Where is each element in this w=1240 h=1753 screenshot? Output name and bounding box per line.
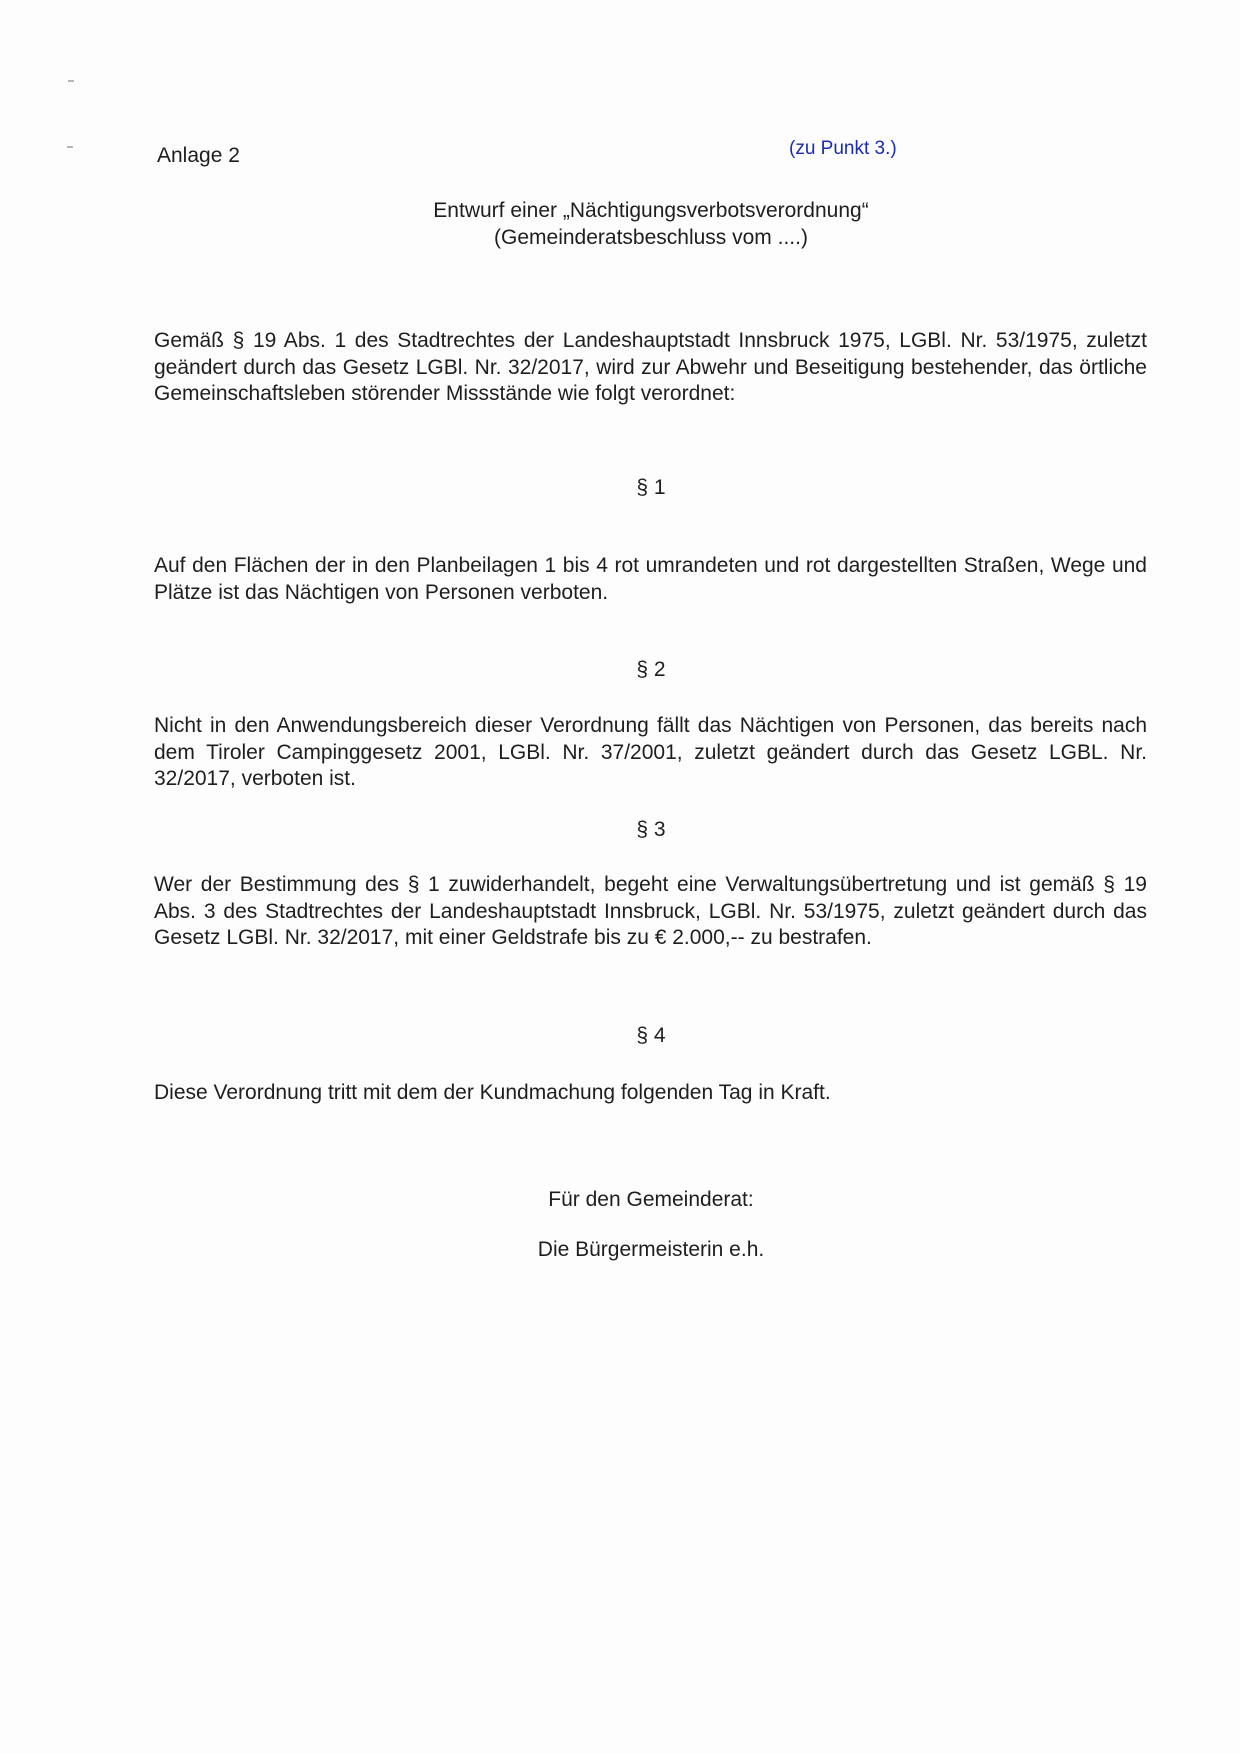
section-heading-4: § 4 [636, 1024, 666, 1047]
section-text-2: Nicht in den Anwendungsbereich dieser Verordnung fällt das Nächtigen von Personen, das bereits nach dem Tiroler Campinggesetz 2001, LGBl. Nr. 37/2001, zuletzt geändert durch das Gesetz LGBL. Nr. 32/2017, verboten ist. [154, 714, 1147, 790]
signature-council: Für den Gemeinderat: [548, 1188, 754, 1211]
title-line-1: Entwurf einer „Nächtigungsverbotsverordnung“ [433, 199, 869, 222]
section-text-3: Wer der Bestimmung des § 1 zuwiderhandelt, begeht eine Verwaltungsübertretung und ist gemäß § 19 Abs. 3 des Stadtrechtes der Landeshauptstadt Innsbruck, LGBl. Nr. 53/1975, zuletzt geändert durch das Gesetz LGBl. Nr. 32/2017, mit einer Geldstrafe bis zu € 2.000,-- zu bestrafen. [154, 873, 1147, 949]
title-line-2: (Gemeinderatsbeschluss vom ....) [494, 226, 808, 249]
scan-artifact [68, 80, 74, 82]
section-heading-3: § 3 [636, 818, 666, 841]
preamble-paragraph: Gemäß § 19 Abs. 1 des Stadtrechtes der Landeshauptstadt Innsbruck 1975, LGBl. Nr. 53/1975, zuletzt geändert durch das Gesetz LGBl. Nr. 32/2017, wird zur Abwehr und Beseitigung bestehender, das örtliche Gemeinschaftsleben störender Missstände wie folgt verordnet: [154, 329, 1147, 405]
signature-mayor: Die Bürgermeisterin e.h. [537, 1238, 765, 1261]
section-heading-1: § 1 [636, 476, 666, 499]
scan-artifact [67, 146, 73, 148]
section-text-4: Diese Verordnung tritt mit dem der Kundmachung folgenden Tag in Kraft. [154, 1081, 831, 1104]
section-heading-2: § 2 [636, 658, 666, 681]
agenda-reference: (zu Punkt 3.) [789, 138, 897, 159]
annex-label: Anlage 2 [157, 144, 240, 167]
section-text-1: Auf den Flächen der in den Planbeilagen 1 bis 4 rot umrandeten und rot dargestellten Straßen, Wege und Plätze ist das Nächtigen von Personen verboten. [154, 554, 1147, 604]
document-title [0, 197, 1240, 251]
